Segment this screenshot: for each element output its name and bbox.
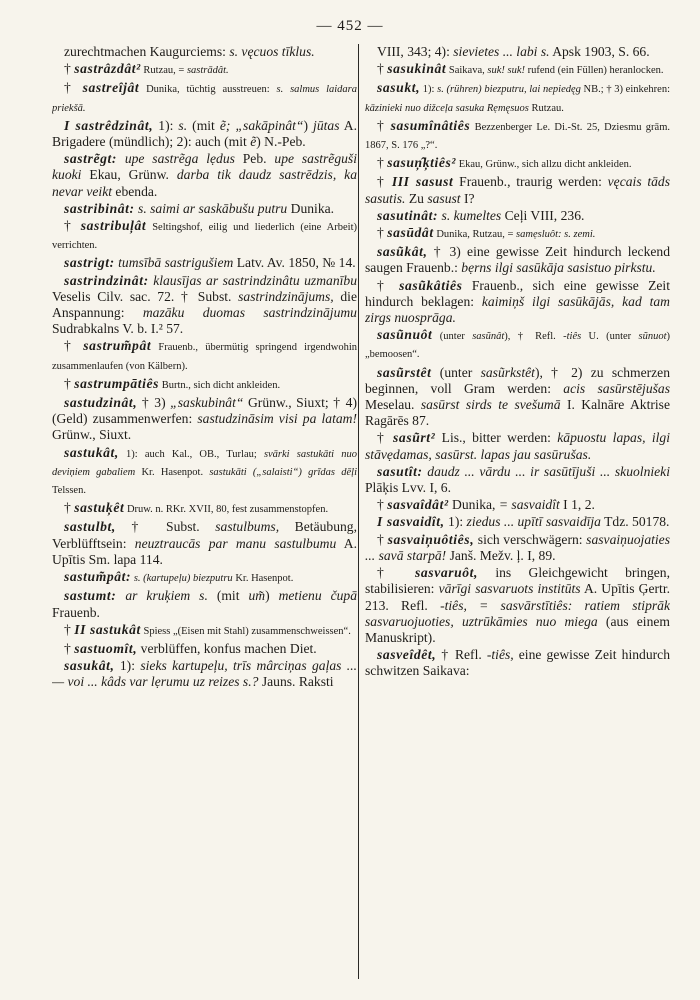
entry-text: sasūrst sirds te svešumā: [420, 397, 561, 413]
entry-text: ar kruķiem s.: [116, 588, 208, 604]
dictionary-entry: [52, 641, 357, 657]
entry-headword: sastreîjât: [82, 80, 140, 96]
entry-text: 1): auch Kal., OB., Turlau;: [118, 448, 264, 460]
entry-headword: sasũrt²: [393, 430, 436, 446]
entry-headword: sastrâzdât²: [74, 61, 141, 77]
dictionary-entry: [365, 208, 670, 224]
entry-text: †: [64, 61, 75, 77]
entry-headword: sastrêdzinât,: [75, 117, 154, 133]
entry-text: † Subst.: [115, 519, 216, 535]
entry-headword: sastribuļât: [80, 218, 147, 234]
entry-headword: sasukinât: [387, 61, 447, 77]
entry-headword: III sasust: [391, 174, 454, 190]
entry-text: klausījas ar sastrindzinâtu uzmanību: [148, 272, 357, 288]
entry-text: vęcais tāds sasutis.: [365, 174, 670, 206]
dictionary-entry: [365, 174, 670, 206]
dictionary-entry: [52, 376, 357, 394]
entry-text: Dunika.: [287, 200, 335, 216]
entry-text: †: [377, 155, 388, 171]
dictionary-entry: [365, 118, 670, 154]
right-column: [365, 44, 670, 984]
entry-text: (aus einem Manuskript).: [365, 613, 670, 645]
entry-text: s. (kartupeļu) biezputru: [131, 573, 233, 585]
entry-text: upe sastrẽguši kuoki: [52, 151, 357, 183]
entry-text: † 3) eine gewisse Zeit hindurch leckend saugen Frauenb.:: [365, 244, 670, 276]
entry-text: ẽ; „sakāpinât“: [219, 117, 304, 133]
dictionary-entry: [365, 244, 670, 276]
entry-text: Rutzau, =: [140, 65, 187, 77]
entry-text: kāpuostu lapas, ilgi stāvẹdamas, sasūrst. lapas jau sasūrušas.: [365, 430, 670, 462]
entry-text: I 1, 2.: [559, 497, 595, 513]
entry-headword: sastrẽgt:: [64, 151, 117, 167]
entry-text: sasvaiņuojaties ... savā starpā!: [365, 531, 670, 563]
dictionary-entry: [52, 255, 357, 271]
entry-text: †: [64, 640, 75, 656]
entry-text: sievietes ... labi s.: [453, 44, 550, 59]
entry-text: Janš. Mežv. ļ. I, 89.: [446, 547, 556, 563]
entry-headword: sasūdât: [387, 225, 434, 241]
entry-text: um̃: [248, 588, 266, 604]
entry-text: VIII, 343; 4):: [377, 44, 454, 59]
entry-text: Betäubung, Verblüfftsein:: [52, 519, 357, 551]
entry-text: ins Gleichgewicht bringen, stabilisieren:: [365, 565, 670, 597]
left-column: [52, 44, 357, 984]
dictionary-entry: [365, 647, 670, 679]
column-divider: [358, 44, 359, 979]
entry-text: Latv. Av. 1850, № 14.: [233, 255, 356, 271]
entry-headword: I: [64, 117, 76, 133]
entry-text: (unter: [431, 364, 481, 380]
entry-headword: sastulbt,: [64, 519, 116, 535]
dictionary-entry: [365, 514, 670, 530]
entry-text: Apsk 1903, S. 66.: [549, 44, 650, 59]
dictionary-entry: [52, 44, 357, 60]
entry-headword: sastrigt:: [64, 255, 115, 271]
entry-headword: sasvaîdât²: [387, 497, 449, 513]
entry-text: Rutzau.: [528, 102, 564, 114]
dictionary-entry: [52, 80, 357, 116]
entry-text: †: [64, 375, 75, 391]
entry-text: eine gewisse Zeit hindurch schwitzen Saikava:: [365, 647, 670, 679]
entry-text: tumsībā sastrigušiem: [114, 255, 234, 271]
dictionary-entry: [52, 151, 357, 200]
entry-text: = sasvaidît: [498, 497, 560, 513]
entry-text: Ceļi VIII, 236.: [501, 207, 585, 223]
entry-text: I?: [460, 190, 475, 206]
entry-text: Dunika,: [448, 497, 499, 513]
entry-text: Dunika, tüchtig ausstreuen:: [139, 84, 277, 96]
dictionary-entry: [365, 61, 670, 79]
dictionary-entry: [365, 155, 670, 173]
dictionary-entry: [365, 80, 670, 116]
entry-text: †: [64, 80, 83, 96]
entry-text: 1):: [444, 514, 467, 530]
entry-headword: sasuņ̂ķtiês²: [387, 155, 457, 171]
dictionary-entry: [52, 622, 357, 640]
dictionary-entry: [365, 327, 670, 363]
entry-headword: sasũnuôt: [377, 327, 433, 343]
entry-text: darba tik daudz sastrēdzis, ka nevar veikt: [52, 167, 357, 199]
dictionary-entry: [52, 61, 357, 79]
entry-text: s. (rühren) biezputru, lai nepiedęg: [437, 84, 581, 96]
entry-text: NB.; † 3) einkehren:: [580, 84, 670, 96]
entry-text: jūtas: [313, 117, 340, 133]
entry-text: †: [377, 277, 400, 293]
entry-headword: sasvaiņuôtiês,: [387, 531, 475, 547]
entry-headword: sastuķêt: [74, 500, 125, 516]
entry-text: A. Upītis Sm. lapa 114.: [52, 535, 357, 567]
entry-text: ziedus ... upītī sasvaidīja: [466, 514, 601, 530]
entry-text: sieks kartupeļu, trīs mârciņas gaļas ... — voi ... kâds var lẹrumu uz reizes s.?: [52, 658, 357, 690]
entry-headword: sasveîdêt,: [377, 647, 437, 663]
entry-headword: sastribinât:: [64, 200, 135, 216]
entry-text: †: [377, 174, 392, 190]
dictionary-entry: [365, 532, 670, 564]
entry-text: ): [303, 117, 314, 133]
entry-headword: sasutinât:: [377, 207, 439, 223]
entry-text: samẹsluôt: s. zemi.: [516, 229, 596, 241]
entry-text: A. Upītis Ģertr. 213. Refl.: [365, 581, 670, 613]
entry-text: sũnuot: [638, 331, 667, 343]
entry-text: „saskubinât“: [170, 395, 244, 411]
dictionary-entry: [365, 430, 670, 462]
entry-text: suk! suk!: [487, 65, 525, 77]
dictionary-entry: [52, 218, 357, 254]
entry-text: sastrindzinājums,: [238, 288, 334, 304]
entry-text: †: [64, 218, 81, 234]
entry-text: Peb.: [234, 151, 275, 167]
entry-headword: sastrindzinât:: [64, 272, 149, 288]
entry-text: sich verschwägern:: [474, 531, 587, 547]
entry-text: †: [377, 565, 416, 581]
dictionary-entry: [52, 500, 357, 518]
entry-text: sasust: [427, 190, 461, 206]
entry-text: Tdz. 50178.: [600, 514, 670, 530]
entry-text: †: [377, 531, 388, 547]
entry-text: †: [377, 117, 391, 133]
entry-text: sasũnât: [472, 331, 505, 343]
entry-text: sastudzināsim visi pa latam!: [197, 411, 357, 427]
entry-text: Kr. Hasenpot.: [232, 573, 294, 585]
entry-headword: sastrumpātiês: [74, 375, 160, 391]
entry-headword: sasvaruôt,: [415, 565, 479, 581]
entry-text: †: [377, 61, 388, 77]
entry-text: -tiês, = sasvārstītiês: ratiem stiprāk sasvaruojuoties, uztrūkāmies nuo miega: [365, 597, 670, 629]
dictionary-entry: [52, 445, 357, 500]
page-number: — 452 —: [316, 18, 384, 34]
entry-text: ), † Refl.: [504, 331, 564, 343]
entry-text: Frauenb.: [52, 604, 100, 620]
entry-headword: sastukât,: [64, 444, 119, 460]
entry-text: kāzinieki nuo dižceļa sasuka Rẹmęsuos: [365, 102, 529, 114]
entry-text: Ekau, Grünw.: [81, 167, 177, 183]
dictionary-entry: [52, 395, 357, 444]
entry-headword: sastum̃pât:: [64, 569, 132, 585]
entry-text: verblüffen, konfus machen Diet.: [137, 640, 317, 656]
entry-text: Frauenb., traurig werden:: [453, 174, 608, 190]
entry-text: † Refl.: [436, 647, 487, 663]
entry-text: (mit: [187, 117, 220, 133]
entry-text: Sudrabkalns V. b. I.² 57.: [52, 321, 184, 337]
entry-text: Zu: [405, 190, 428, 206]
entry-text: Grünw., Siuxt.: [52, 427, 132, 443]
entry-text: acis sasūrstējušas: [563, 380, 670, 396]
entry-headword: sasũkât,: [377, 244, 428, 260]
entry-text: A. Brigadere (mündlich); 2): auch (mit: [52, 117, 357, 150]
entry-text: s. vęcuos tīklus.: [229, 44, 315, 59]
entry-text: ) „bemoosen“.: [365, 331, 670, 361]
entry-text: -tiês,: [486, 647, 514, 663]
entry-text: zurechtmachen Kaugurciems:: [64, 44, 230, 59]
dictionary-entry: [365, 278, 670, 327]
entry-headword: sasukt,: [377, 80, 421, 96]
dictionary-entry: [52, 273, 357, 338]
entry-text: sastukāti („salaisti“) grīdas dēļi: [209, 466, 357, 478]
entry-text: I. Kalnāre Aktrise Ragārēs 87.: [365, 397, 670, 429]
entry-text: Lis., bitter werden:: [435, 430, 558, 446]
entry-text: ) N.-Peb.: [256, 134, 306, 150]
entry-text: ebenda.: [112, 183, 158, 199]
entry-text: kaimiņš ilgi sasūkājās, kad tam zirgs nuosprāga.: [365, 293, 670, 326]
entry-text: upe sastrẽga lẹdus: [116, 151, 235, 167]
dictionary-entry: [365, 365, 670, 430]
dictionary-entry: [52, 569, 357, 587]
entry-text: Jauns. Raksti: [258, 674, 334, 690]
entry-headword: sasutît:: [377, 463, 423, 479]
entry-text: †: [64, 338, 84, 354]
entry-text: Burtn., sich dicht ankleiden.: [159, 379, 281, 391]
dictionary-entry: [52, 338, 357, 374]
entry-text: bẹrns ilgi sasūkāja sasistuo pirkstu.: [461, 260, 656, 276]
entry-text: sasũrkstêt: [480, 364, 535, 380]
entry-text: Ekau, Grünw., sich allzu dicht ankleiden.: [456, 159, 632, 171]
entry-text: Veselis Cilv. sac. 72. † Subst.: [52, 288, 239, 304]
entry-text: svārki sastukāti nuo deviņiem gabaliem: [52, 448, 357, 478]
entry-headword: sastrum̃pât: [83, 338, 152, 354]
entry-text: die Anspannung:: [52, 288, 357, 321]
entry-headword: sastumt:: [64, 588, 117, 604]
entry-text: ): [265, 588, 279, 604]
entry-text: 1):: [420, 84, 438, 96]
entry-text: Saikava,: [446, 65, 488, 77]
entry-text: Grünw., Siuxt; † 4) (Geld) zusammenwerfen:: [52, 395, 357, 427]
entry-headword: I: [377, 514, 387, 530]
entry-text: s. salmus laidara priekšā.: [52, 84, 357, 114]
entry-text: vārīgi sasvaruots institūts: [438, 581, 581, 597]
entry-text: metienu čupā: [278, 588, 357, 604]
entry-text: 1):: [114, 658, 141, 674]
entry-text: 1):: [153, 117, 179, 133]
entry-text: †: [377, 225, 388, 241]
dictionary-entry: [365, 464, 670, 496]
entry-text: s.: [178, 117, 188, 133]
entry-headword: sastudzinât,: [64, 395, 138, 411]
dictionary-entry: [52, 201, 357, 217]
entry-headword: sastuomît,: [74, 640, 138, 656]
dictionary-entry: [365, 44, 670, 60]
entry-text: Frauenb., übermütig springend irgendwohin zusammenlaufen (von Kälbern).: [52, 342, 357, 372]
entry-text: Meselau.: [365, 397, 421, 413]
entry-text: -tiês: [563, 331, 582, 343]
entry-text: Bezzenberger Le. Di.-St. 25, Dziesmu grām. 1867, S. 176 „?“.: [365, 121, 670, 152]
entry-text: s. saimi ar saskābušu putru: [134, 200, 288, 216]
entry-text: Kr. Hasenpot.: [135, 466, 210, 478]
entry-text: Spiess „(Eisen mit Stahl) zusammenschweissen“.: [140, 625, 351, 637]
dictionary-entry: [365, 225, 670, 243]
entry-text: U. (unter: [581, 331, 639, 343]
entry-text: Telssen.: [52, 485, 86, 497]
entry-headword: sasumînâtiês: [390, 117, 471, 133]
entry-text: †: [64, 621, 75, 637]
dictionary-entry: [365, 565, 670, 646]
entry-text: Druw. n. RKr. XVII, 80, fest zusammenstopfen.: [124, 504, 329, 516]
dictionary-entry: [52, 658, 357, 690]
entry-headword: sasukât,: [64, 658, 115, 674]
entry-text: sastrādât.: [186, 65, 229, 77]
entry-text: (unter: [432, 331, 473, 343]
entry-text: rufend (ein Füllen) heranlocken.: [525, 65, 664, 77]
entry-text: †: [377, 430, 394, 446]
dictionary-entry: [52, 519, 357, 568]
dictionary-entry: [52, 118, 357, 150]
entry-headword: II sastukât: [74, 621, 141, 637]
entry-text: sastulbums,: [215, 519, 280, 535]
entry-text: s. kumeltes: [438, 207, 502, 223]
entry-text: †: [377, 497, 388, 513]
entry-text: ẽ: [250, 134, 257, 150]
dictionary-entry: [52, 588, 357, 620]
entry-text: Dunika, Rutzau, =: [433, 229, 517, 241]
entry-text: Frauenb., sich eine gewisse Zeit hindurch beklagen:: [365, 277, 670, 309]
entry-text: Plāķis Lvv. I, 6.: [365, 480, 451, 496]
entry-text: ), † 2) zu schmerzen beginnen, voll Gram werden:: [365, 364, 670, 396]
entry-text: Seltingshof, eilig und liederlich (eine Arbeit) verrichten.: [52, 222, 357, 252]
entry-headword: sasvaidît,: [386, 514, 445, 530]
entry-text: neuztraucās par manu sastulbumu: [134, 535, 337, 551]
entry-text: †: [64, 500, 75, 516]
entry-headword: sasũrstêt: [377, 364, 432, 380]
dictionary-entry: [365, 497, 670, 513]
entry-text: daudz ... vārdu ... ir sasūtījuši ... skuolnieki: [422, 463, 670, 479]
entry-text: mazāku duomas sastrindzinājumu: [142, 305, 357, 321]
entry-text: (mit: [207, 588, 249, 604]
entry-headword: sasũkâtiês: [399, 277, 463, 293]
entry-text: † 3): [137, 395, 171, 411]
